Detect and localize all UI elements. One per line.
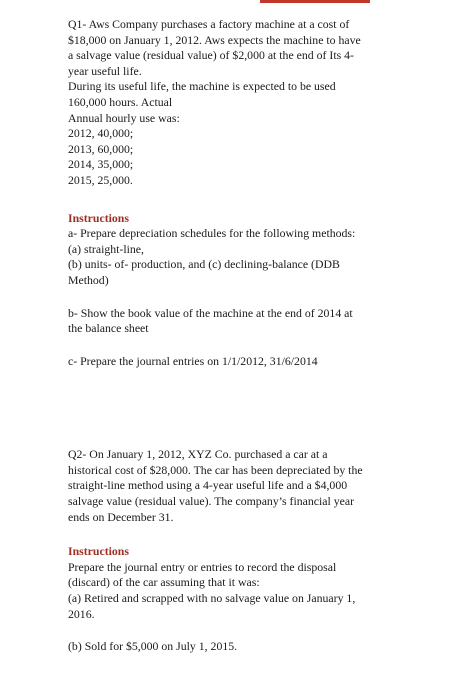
- q1-part-a-line: Method): [68, 272, 109, 287]
- document-page: [68, 17, 414, 655]
- q1-instructions: [68, 211, 414, 289]
- q2-line: Q2- On January 1, 2012, XYZ Co. purchased a car at a: [68, 447, 328, 462]
- q2-instruction-line: 2016.: [68, 606, 95, 621]
- q2-question: [68, 447, 414, 525]
- q1-part-a-line: a- Prepare depreciation schedules for the following methods:: [68, 226, 356, 241]
- q2-instructions-heading: Instructions: [68, 544, 129, 559]
- q2-instructions: [68, 544, 414, 622]
- q1-line: year useful life.: [68, 63, 142, 78]
- q1-line: During its useful life, the machine is expected to be used: [68, 79, 336, 94]
- q1-part-c-line: c- Prepare the journal entries on 1/1/2012, 31/6/2014: [68, 353, 318, 368]
- q1-line: a salvage value (residual value) of $2,000 at the end of Its 4-: [68, 48, 354, 63]
- q1-part-b-line: b- Show the book value of the machine at the end of 2014 at: [68, 305, 353, 320]
- q1-instructions-heading: Instructions: [68, 210, 129, 225]
- q2-instruction-line: (discard) of the car assuming that it was:: [68, 575, 260, 590]
- q2-part-b: [68, 639, 414, 655]
- q1-usage-2013: 2013, 60,000;: [68, 141, 134, 156]
- q2-instruction-line: Prepare the journal entry or entries to record the disposal: [68, 559, 337, 574]
- q1-line: Q1- Aws Company purchases a factory machine at a cost of: [68, 17, 350, 31]
- q2-line: ends on December 31.: [68, 509, 174, 524]
- q1-usage-2015: 2015, 25,000.: [68, 172, 133, 187]
- top-edge-mark: [260, 0, 370, 3]
- q1-part-a-line: (b) units- of- production, and (c) declining-balance (DDB: [68, 257, 340, 272]
- q1-part-b-line: the balance sheet: [68, 321, 149, 336]
- q2-line: historical cost of $28,000. The car has been depreciated by the: [68, 462, 363, 477]
- q1-part-b: [68, 306, 414, 337]
- q2-line: salvage value (residual value). The company’s financial year: [68, 494, 355, 509]
- q1-line: $18,000 on January 1, 2012. Aws expects the machine to have: [68, 32, 361, 47]
- q1-line: 160,000 hours. Actual: [68, 94, 173, 109]
- q2-instruction-line: (a) Retired and scrapped with no salvage value on January 1,: [68, 591, 356, 606]
- q2-part-b-line: (b) Sold for $5,000 on July 1, 2015.: [68, 639, 238, 654]
- q1-usage-2014: 2014, 35,000;: [68, 157, 134, 172]
- q1-line: Annual hourly use was:: [68, 110, 180, 125]
- q1-part-a-line: (a) straight-line,: [68, 241, 144, 256]
- q1-usage-2012: 2012, 40,000;: [68, 126, 134, 141]
- q2-line: straight-line method using a 4-year useful life and a $4,000: [68, 478, 348, 493]
- q1-part-c: [68, 354, 414, 370]
- q1-question: [68, 17, 414, 189]
